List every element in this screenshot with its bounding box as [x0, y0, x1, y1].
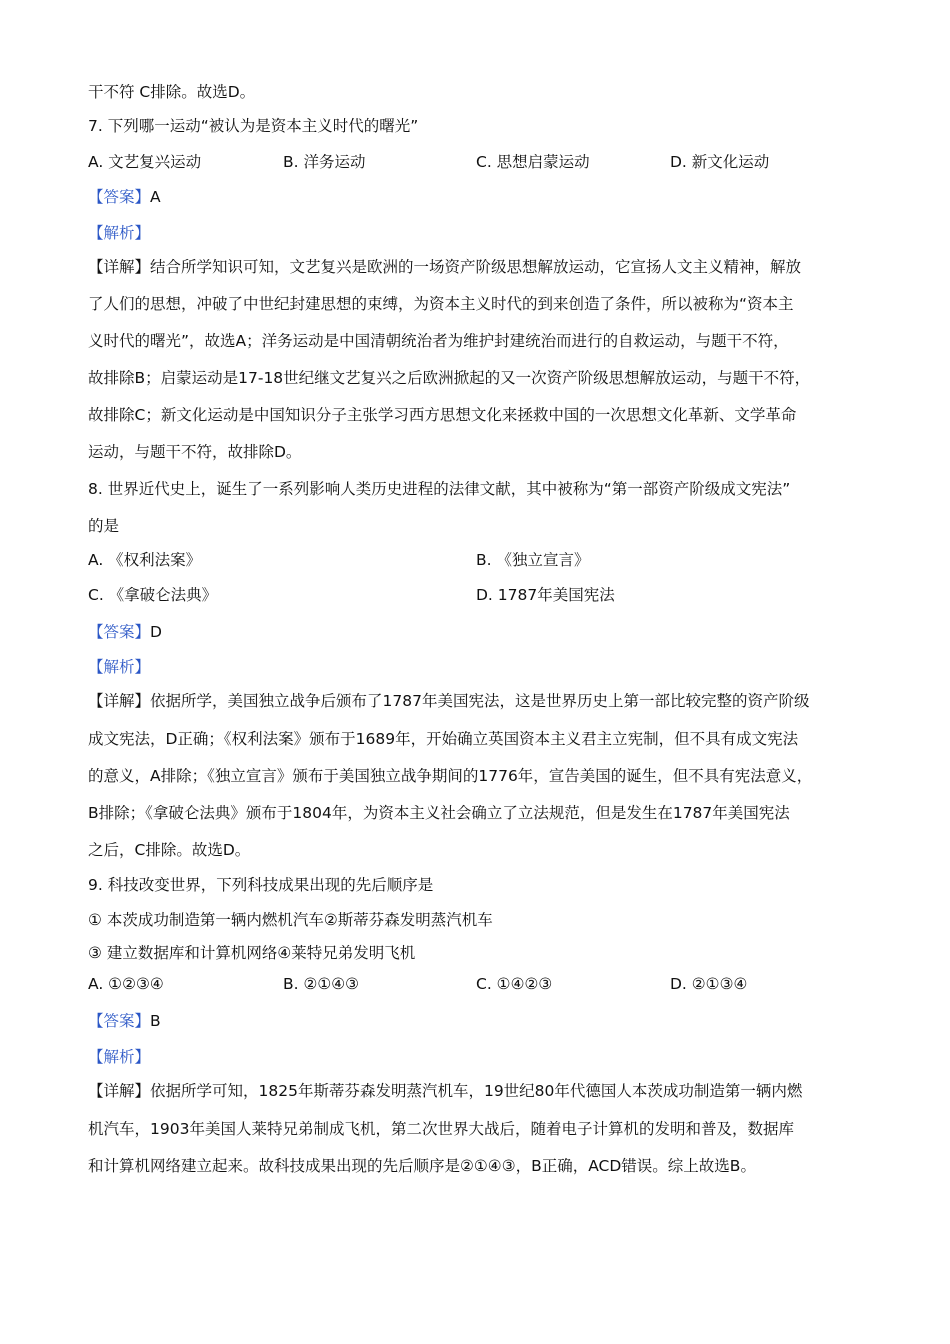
answer-tag: 【答案】: [88, 1012, 151, 1030]
q8-detail-line: 之后，C排除。故选D。: [88, 841, 251, 859]
q8-analysis-tag: 【解析】: [88, 658, 151, 676]
answer-tag: 【答案】: [88, 188, 151, 206]
q8-stem-cont: 的是: [88, 517, 120, 535]
q7-detail-line: 了人们的思想，冲破了中世纪封建思想的束缚，为资本主义时代的到来创造了条件，所以被称为“资本主: [88, 295, 794, 313]
detail-tag: 【详解】: [88, 258, 151, 276]
q7-stem: 7. 下列哪一运动“被认为是资本主义时代的曙光”: [88, 117, 419, 135]
q8-detail-line: 成文宪法，D正确；《权利法案》颁布于1689年，开始确立英国资本主义君主立宪制，但不具有成文宪法: [88, 730, 799, 748]
q7-detail-line: 故排除C；新文化运动是中国知识分子主张学习西方思想文化来拯救中国的一次思想文化革新、文学革命: [88, 406, 797, 424]
q7-detail-line: 义时代的曙光”，故选A；洋务运动是中国清朝统治者为维护封建统治而进行的自救运动，与题干不符，: [88, 332, 789, 350]
q7-detail-line: 故排除B；启蒙运动是17-18世纪继文艺复兴之后欧洲掀起的又一次资产阶级思想解放运动，与题干不符，: [88, 369, 811, 387]
q9-detail-line: 和计算机网络建立起来。故科技成果出现的先后顺序是②①④③，B正确，ACD错误。综上故选B。: [88, 1157, 756, 1175]
q9-stem: 9. 科技改变世界，下列科技成果出现的先后顺序是: [88, 876, 434, 894]
q7-analysis-tag: 【解析】: [88, 224, 151, 242]
q8-detail-line: 的意义，A排除；《独立宣言》颁布于美国独立战争期间的1776年，宣告美国的诞生，但不具有宪法意义，: [88, 767, 813, 785]
q7-detail-line: 【详解】结合所学知识可知，文艺复兴是欧洲的一场资产阶级思想解放运动，它宣扬人文主义精神，解放: [88, 258, 802, 276]
q9-items: ③ 建立数据库和计算机网络④莱特兄弟发明飞机: [88, 944, 416, 962]
q9-option-b: B. ②①④③: [283, 975, 360, 993]
q9-analysis-tag: 【解析】: [88, 1048, 151, 1066]
q7-option-a: A. 文艺复兴运动: [88, 153, 202, 171]
q9-option-a: A. ①②③④: [88, 975, 164, 993]
q9-option-d: D. ②①③④: [670, 975, 748, 993]
answer-value: B: [150, 1012, 161, 1030]
q8-detail-line: 【详解】依据所学，美国独立战争后颁布了1787年美国宪法，这是世界历史上第一部比较完整的资产阶级: [88, 692, 810, 710]
q8-option-d: D. 1787年美国宪法: [476, 586, 615, 604]
q8-option-a: A. 《权利法案》: [88, 551, 202, 569]
detail-tag: 【详解】: [88, 692, 151, 710]
q8-option-b: B. 《独立宣言》: [476, 551, 590, 569]
q8-detail-line: B排除；《拿破仑法典》颁布于1804年，为资本主义社会确立了立法规范，但是发生在1787年美国宪法: [88, 804, 790, 822]
q7-detail-line: 运动，与题干不符，故排除D。: [88, 443, 302, 461]
q7-answer: [88, 185, 161, 207]
answer-value: A: [150, 188, 161, 206]
answer-tag: 【答案】: [88, 623, 151, 641]
q8-stem: 8. 世界近代史上，诞生了一系列影响人类历史进程的法律文献，其中被称为“第一部资产阶级成文宪法”: [88, 480, 791, 498]
q8-option-c: C. 《拿破仑法典》: [88, 586, 218, 604]
q9-detail-line: 机汽车，1903年美国人莱特兄弟制成飞机，第二次世界大战后，随着电子计算机的发明和普及，数据库: [88, 1120, 794, 1138]
continued-text: 干不符 C排除。故选D。: [88, 83, 256, 101]
q9-items: ① 本茨成功制造第一辆内燃机汽车②斯蒂芬森发明蒸汽机车: [88, 911, 493, 929]
q9-answer: [88, 1009, 161, 1031]
q7-option-d: D. 新文化运动: [670, 153, 770, 171]
q7-option-c: C. 思想启蒙运动: [476, 153, 590, 171]
q9-option-c: C. ①④②③: [476, 975, 553, 993]
q7-option-b: B. 洋务运动: [283, 153, 366, 171]
q9-detail-line: 【详解】依据所学可知，1825年斯蒂芬森发明蒸汽机车，19世纪80年代德国人本茨成功制造第一辆内燃: [88, 1082, 803, 1100]
q8-answer: [88, 620, 162, 642]
detail-tag: 【详解】: [88, 1082, 151, 1100]
answer-value: D: [150, 623, 162, 641]
